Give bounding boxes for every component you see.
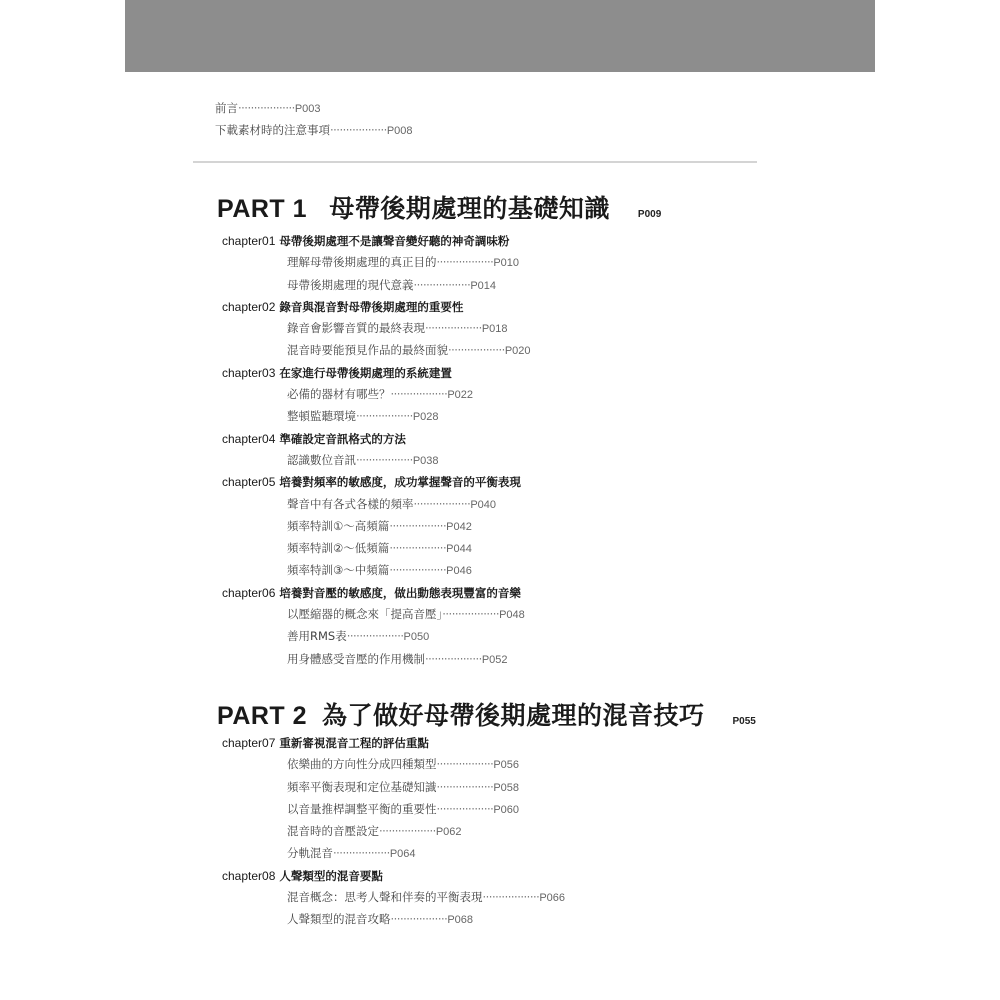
leader-dots <box>379 824 436 838</box>
chapter-number: chapter01 <box>222 234 276 248</box>
entry-title: 理解母帶後期處理的真正目的 <box>287 255 437 270</box>
toc-entry[interactable] <box>222 604 531 626</box>
entry-title: 混音時的音壓設定 <box>287 824 379 839</box>
page-number: P014 <box>470 279 497 292</box>
leader-dots <box>356 453 413 467</box>
page-number: P048 <box>499 609 525 622</box>
leader-dots <box>437 255 494 269</box>
header-band <box>125 0 875 72</box>
chapter-title: 錄音與混音對母帶後期處理的重要性 <box>279 299 464 314</box>
entry-title: 母帶後期處理的現代意義 <box>287 277 414 292</box>
part-page: P055 <box>732 716 756 727</box>
chapter-title: 重新審視混音工程的評估重點 <box>279 736 429 750</box>
chapter-heading[interactable] <box>222 733 565 754</box>
divider <box>193 161 757 163</box>
leader-dots <box>414 497 471 511</box>
page-number: P008 <box>386 125 413 137</box>
page-number: P003 <box>294 103 321 115</box>
part-heading[interactable] <box>217 189 661 225</box>
chapter-number: chapter07 <box>222 736 276 750</box>
toc-entry[interactable] <box>215 98 413 120</box>
page-number: P062 <box>435 826 462 839</box>
page-number: P018 <box>481 323 508 336</box>
page-number: P058 <box>493 781 520 794</box>
page-number: P060 <box>493 803 520 816</box>
leader-dots <box>425 321 482 335</box>
entry-title: 以音量推桿調整平衡的重要性 <box>287 801 437 816</box>
toc-entry[interactable] <box>222 538 531 560</box>
entry-title: 以壓縮器的概念來「提高音壓」 <box>287 607 443 622</box>
entry-title: 認識數位音訊 <box>287 452 356 467</box>
entry-title: 前言 <box>215 101 238 115</box>
page-number: P068 <box>447 914 474 927</box>
leader-dots <box>389 563 446 577</box>
toc-entry[interactable] <box>222 450 531 472</box>
toc-entry[interactable] <box>222 887 565 909</box>
page-number: P038 <box>412 454 439 467</box>
entry-title: 頻率平衡表現和定位基礎知識 <box>287 779 437 794</box>
entry-title: 頻率特訓③～中頻篇 <box>287 563 390 578</box>
chapter-number: chapter02 <box>222 299 276 314</box>
leader-dots <box>437 757 494 771</box>
chapter-heading[interactable] <box>222 472 531 493</box>
toc-entry[interactable] <box>215 120 413 142</box>
entry-title: 頻率特訓②～低頻篇 <box>287 541 390 556</box>
part1-chapter-list <box>222 231 531 671</box>
entry-title: 混音概念：思考人聲和伴奏的平衡表現 <box>287 890 483 905</box>
toc-entry[interactable] <box>222 754 565 776</box>
chapter-title: 準確設定音訊格式的方法 <box>279 431 406 446</box>
leader-dots <box>391 912 448 926</box>
entry-title: 人聲類型的混音攻略 <box>287 912 391 927</box>
toc-entry[interactable] <box>222 494 531 516</box>
entry-title: 必備的器材有哪些？ <box>287 387 391 402</box>
entry-title: 用身體感受音壓的作用機制 <box>287 651 425 666</box>
chapter-heading[interactable] <box>222 866 565 887</box>
part-title: PART 2 為了做好母帶後期處理的混音技巧 <box>217 702 705 730</box>
toc-entry[interactable] <box>222 406 531 428</box>
toc-entry[interactable] <box>222 821 565 843</box>
leader-dots <box>389 519 446 533</box>
toc-entry[interactable] <box>222 340 531 362</box>
toc-entry[interactable] <box>222 649 531 671</box>
page-number: P046 <box>446 565 472 578</box>
chapter-title: 培養對頻率的敏感度，成功掌握聲音的平衡表現 <box>279 475 521 490</box>
chapter-number: chapter06 <box>222 585 276 600</box>
leader-dots <box>442 607 499 621</box>
page-number: P066 <box>539 892 566 905</box>
toc-entry[interactable] <box>222 516 531 538</box>
chapter-title: 人聲類型的混音要點 <box>279 868 383 883</box>
leader-dots <box>483 890 540 904</box>
page-number: P020 <box>504 345 531 358</box>
toc-entry[interactable] <box>222 626 531 648</box>
toc-entry[interactable] <box>222 275 531 297</box>
part-page: P009 <box>637 209 662 220</box>
entry-title: 善用RMS表 <box>287 629 347 644</box>
entry-title: 錄音會影響音質的最終表現 <box>287 321 425 336</box>
toc-entry[interactable] <box>222 252 531 274</box>
chapter-title: 培養對音壓的敏感度，做出動態表現豐富的音樂 <box>279 585 521 600</box>
entry-title: 依樂曲的方向性分成四種類型 <box>287 757 437 772</box>
page-number: P028 <box>412 411 439 424</box>
page-number: P052 <box>481 653 508 666</box>
entry-title: 下載素材時的注意事項 <box>215 123 330 137</box>
leader-dots <box>356 409 413 423</box>
toc-entry[interactable] <box>222 777 565 799</box>
part-heading[interactable] <box>217 696 756 732</box>
part-title: PART 1 母帶後期處理的基礎知識 <box>217 195 610 223</box>
leader-dots <box>391 387 448 401</box>
leader-dots <box>389 541 446 555</box>
entry-title: 聲音中有各式各樣的頻率 <box>287 496 414 511</box>
page-number: P056 <box>493 759 520 772</box>
toc-entry[interactable] <box>222 799 565 821</box>
page-number: P040 <box>470 498 497 511</box>
page-number: P042 <box>446 520 472 533</box>
entry-title: 頻率特訓①～高頻篇 <box>287 518 390 533</box>
chapter-heading[interactable] <box>222 363 531 384</box>
page-number: P010 <box>493 257 520 270</box>
chapter-heading[interactable] <box>222 231 531 252</box>
chapter-number: chapter05 <box>222 475 276 490</box>
leader-dots <box>330 123 387 137</box>
toc-entry[interactable] <box>222 843 565 865</box>
chapter-heading[interactable] <box>222 583 531 604</box>
entry-title: 分軌混音 <box>287 846 333 861</box>
page-number: P050 <box>403 631 430 644</box>
leader-dots <box>333 846 390 860</box>
leader-dots <box>414 278 471 292</box>
toc-entry[interactable] <box>222 560 531 582</box>
chapter-number: chapter03 <box>222 365 276 380</box>
entry-title: 整頓監聽環境 <box>287 409 356 424</box>
toc-entry[interactable] <box>222 318 531 340</box>
entry-title: 混音時要能預見作品的最終面貌 <box>287 343 448 358</box>
front-matter <box>215 98 413 142</box>
toc-entry[interactable] <box>222 909 565 931</box>
chapter-title: 在家進行母帶後期處理的系統建置 <box>279 365 452 380</box>
page-number: P044 <box>446 543 472 556</box>
page-number: P064 <box>389 848 416 861</box>
leader-dots <box>238 101 295 115</box>
chapter-number: chapter04 <box>222 431 276 446</box>
page-number: P022 <box>447 389 474 402</box>
leader-dots <box>347 629 404 643</box>
chapter-number: chapter08 <box>222 868 276 883</box>
leader-dots <box>437 780 494 794</box>
leader-dots <box>448 343 505 357</box>
chapter-heading[interactable] <box>222 429 531 450</box>
chapter-heading[interactable] <box>222 297 531 318</box>
toc-entry[interactable] <box>222 384 531 406</box>
part2-chapter-list <box>222 733 565 932</box>
chapter-title: 母帶後期處理不是讓聲音變好聽的神奇調味粉 <box>279 234 510 248</box>
leader-dots <box>425 652 482 666</box>
leader-dots <box>437 802 494 816</box>
